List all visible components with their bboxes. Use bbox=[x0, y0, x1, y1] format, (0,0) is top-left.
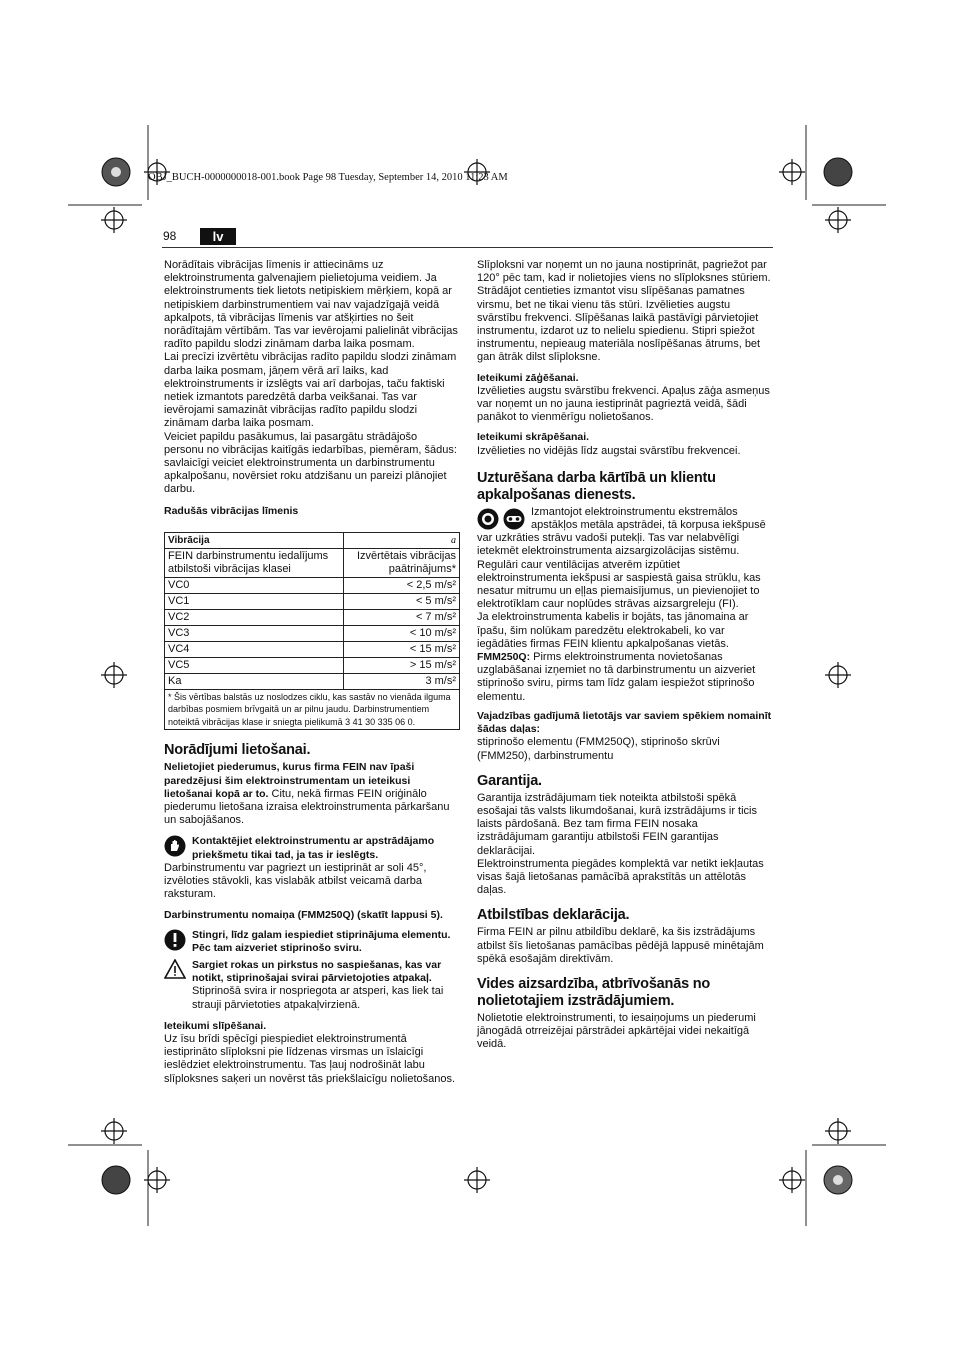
warning-exclamation bbox=[164, 929, 459, 955]
warning-exclamation-text: Stingri, līdz galam iespiediet stiprinājuma elementu. Pēc tam aizveriet stiprinošo sviru. bbox=[192, 928, 451, 954]
vibration-paragraph-1: Norādītais vibrācijas līmenis ir attiecināms uz elektroinstrumenta galvenajiem pielietojuma veidiem. Ja elektroinstruments tiek lietots netipiskiem mērķiem, kopā ar netipiskiem darbinstrumentiem vai nav vajadzīgajā veidā apkalpots, tā vibrācijas līmenis var atšķirties no šeit norādītajām vērtībām. Tas var ievērojami palielināt vibrācijas radīto papildu slodzi zināmam darba laika posmam. bbox=[164, 259, 458, 351]
fmm-label: FMM250Q: bbox=[477, 651, 531, 664]
warning-triangle-text: Sargiet rokas un pirkstus no saspiešanas, kas var notikt, stiprinošajai svirai pārvietojoties atpakaļ. bbox=[192, 959, 442, 985]
table-row bbox=[165, 593, 460, 609]
environment-paragraph: Nolietotie elektroinstrumenti, to iesaiņojums un piederumi jānogādā otrreizējai pārstrādei apkārtējai videi nekaitīgā veidā. bbox=[477, 1011, 756, 1051]
class-cell: VC5 bbox=[165, 657, 344, 673]
table-row bbox=[165, 657, 460, 673]
value-cell: > 15 m/s² bbox=[344, 657, 460, 673]
scraping-paragraph: Izvēlieties no vidējās līdz augstai svārstību frekvencei. bbox=[477, 444, 741, 457]
grinding-heading: Ieteikumi slīpēšanai. bbox=[164, 1019, 267, 1032]
service-heading: Uzturēšana darba kārtībā un klientu apkalpošanas dienests. bbox=[477, 469, 716, 503]
table-row bbox=[165, 625, 460, 641]
parts-heading: Vajadzības gadījumā lietotājs var saviem spēkiem nomainīt šādas daļas: bbox=[477, 709, 772, 736]
table-row bbox=[165, 577, 460, 593]
value-cell: < 15 m/s² bbox=[344, 641, 460, 657]
glove-icon bbox=[164, 835, 186, 857]
rotate-pad-paragraph: Slīploksni var noņemt un no jauna nostiprināt, pagriežot par 120° pēc tam, kad ir nolietojies viens no slīploksnes stūriem. bbox=[477, 259, 771, 285]
warranty-paragraph-1: Garantija izstrādājumam tiek noteikta atbilstoši spēkā esošajai tās valsts likumdošanai, kurā izstrādājums ir ticis laists pārdošanā. Bez tam firma FEIN nosaka izstrādājumam garantiju atbilstoši FEIN garantijas deklarācijai. bbox=[477, 791, 757, 857]
service-paragraph-2: Ja elektroinstrumenta kabelis ir bojāts, tas jānomaina ar īpašu, šim nolūkam paredzētu elektrokabeli, ko var iegādāties firmas FEIN klientu apkalpošanas vietās. bbox=[477, 611, 749, 650]
vibration-paragraph-3: Veiciet papildu pasākumus, lai pasargātu strādājošo personu no vibrācijas kaitīgās iedarbības, piemēram, šādus: savlaicīgi veiciet elektroinstrumenta un darbinstrumentu apkalpošanu, novērsiet roku atdzišanu un pareizi plānojiet darbu. bbox=[164, 430, 457, 496]
page-number: 98 bbox=[163, 229, 177, 243]
warning-glove bbox=[164, 835, 459, 861]
language-tab: lv bbox=[200, 228, 236, 245]
class-cell: VC4 bbox=[165, 641, 344, 657]
table-footnote: * Šis vērtības balstās uz noslodzes ciklu, kas sastāv no vienāda ilguma darbības posmiem brīvgaitā un ar pilnu jaudu. Darbinstrumentiem noteiktā vibrācijas klase ir sniegta pielikumā 3 41 30 335 06 0. bbox=[165, 689, 460, 730]
tool-change-heading: Darbinstrumentu nomaiņa (FMM250Q) (skatīt lappusi 5). bbox=[164, 909, 443, 922]
usage-bold: Nelietojiet piederumus, kurus firma FEIN nav īpaši paredzējusi šim elektroinstrumentam un ieteikusi lietošanai kopā ar to. bbox=[164, 761, 415, 800]
fmm-text: Pirms elektroinstrumenta novietošanas uzglabāšanai izņemiet no tā darbinstrumentu un aizveriet stiprinošo sviru, pirms tam līdz galam iespiežot stiprinošo elementu. bbox=[477, 651, 756, 703]
parts-paragraph: stiprinošo elementu (FMM250Q), stiprinošo skrūvi (FMM250), darbinstrumentu bbox=[477, 736, 720, 762]
table-header-a: a bbox=[344, 532, 460, 548]
declaration-paragraph: Firma FEIN ar pilnu atbildību deklarē, ka šis izstrādājums atbilst šīs lietošanas pamācības pēdējā lappusē minētajām spēkā esošajām direktīvām. bbox=[477, 926, 764, 965]
environment-heading: Vides aizsardzība, atbrīvošanās no nolietotajiem izstrādājumiem. bbox=[477, 975, 711, 1009]
warning-triangle bbox=[164, 959, 459, 985]
usage-paragraph bbox=[164, 761, 459, 827]
table-subheader-accel: Izvērtētais vibrācijas paātrinājums* bbox=[344, 548, 460, 577]
declaration-heading: Atbilstības deklarācija. bbox=[477, 907, 630, 924]
vibration-table bbox=[164, 532, 460, 731]
class-cell: Ka bbox=[165, 673, 344, 689]
usage-heading: Norādījumi lietošanai. bbox=[164, 742, 311, 759]
warranty-paragraph-2: Elektroinstrumenta piegādes komplektā var netikt iekļautas visas šajā lietošanas pamācībā aprakstītās un attēlotās daļas. bbox=[477, 857, 764, 897]
file-info-line: OBJ_BUCH-0000000018-001.book Page 98 Tuesday, September 14, 2010 11:23 AM bbox=[148, 172, 508, 183]
service-paragraph-1: Izmantojot elektroinstrumentu ekstremālos apstākļos metāla apstrādei, tā korpusa iekšpusē var uzkrāties strāvu vadoši putekļi. Tas var nelabvēlīgi ietekmēt elektroinstrumenta aizsargizolācijas sistēmu. Regulāri caur ventilācijas atverēm izpūtiet elektroinstrumenta iekšpusi ar saspiestā gaisa strūklu, kas nesatur mitrumu un eļļas piemaisījumus, un pievienojiet to elektrotīklam caur noplūdes strāvas aizsargreleju (FI). bbox=[477, 505, 766, 611]
service-block bbox=[477, 506, 772, 612]
rotate-paragraph: Darbinstrumentu var pagriezt un iestiprināt ar soli 45°, izvēloties stāvokli, kas vislabāk atbilst veicamā darba raksturam. bbox=[164, 861, 427, 901]
table-title: Radušās vibrācijas līmenis bbox=[164, 504, 299, 517]
value-cell: < 10 m/s² bbox=[344, 625, 460, 641]
grinding-paragraph: Uz īsu brīdi spēcīgi piespiediet elektroinstrumentā iestiprināto slīploksni pie līdzenas virsmas un īslaicīgi ieslēdziet elektroinstrumentu. Tas ļauj nodrošināt labu slīploksnes saķeri un novērst tās priekšlaicīgu nolietošanos. bbox=[164, 1033, 456, 1085]
table-header-vibration: Vibrācija bbox=[165, 532, 344, 548]
warning-glove-text: Kontaktējiet elektroinstrumentu ar apstrādājamo priekšmetu tikai tad, ja tas ir ieslēgts. bbox=[192, 835, 435, 861]
value-cell: < 2,5 m/s² bbox=[344, 577, 460, 593]
warning-triangle-icon bbox=[164, 959, 186, 979]
vibration-paragraph-2: Lai precīzi izvērtētu vibrācijas radīto papildu slodzi zināmam darba laika posmam, jāņem vērā arī laiks, kad elektroinstruments ir izslēgts vai arī darbojas, taču faktiski netiek izmantots paredzētā darba veikšanai. Tas var ievērojami samazināt vibrācijas radīto papildu slodzi zināmam darba laika posmam. bbox=[164, 351, 457, 430]
class-cell: VC1 bbox=[165, 593, 344, 609]
class-cell: VC3 bbox=[165, 625, 344, 641]
fmm-paragraph bbox=[477, 651, 772, 704]
service-icons bbox=[477, 508, 525, 530]
table-row bbox=[165, 609, 460, 625]
warranty-heading: Garantija. bbox=[477, 772, 542, 789]
sawing-heading: Ieteikumi zāģēšanai. bbox=[477, 371, 579, 384]
pad-surface-paragraph: Strādājot centieties izmantot visu slīpēšanas pamatnes virsmu, bet ne tikai vienu tās stūri. Izvēlieties augstu svārstību frekvenci. Slīpēšanas laikā pastāvīgi pārvietojiet instrumentu, izdarot uz to nelielu spiedienu. Stipri spiežot instrumentu, nepieaug materiāla noslīpēšanas ātrums, bet gan ātrāk dilst slīploksne. bbox=[477, 285, 761, 364]
table-row bbox=[165, 673, 460, 689]
scraping-heading: Ieteikumi skrāpēšanai. bbox=[477, 431, 590, 444]
left-column bbox=[164, 259, 459, 1086]
header-rule bbox=[162, 247, 773, 248]
sawing-paragraph: Izvēlieties augstu svārstību frekvenci. Apaļus zāģa asmeņus var noņemt un no jauna iestiprināt pagrieztā veidā, šādi panākot to vienmērīgu nolietošanos. bbox=[477, 384, 770, 424]
right-column bbox=[477, 259, 772, 1052]
class-cell: VC0 bbox=[165, 577, 344, 593]
class-cell: VC2 bbox=[165, 609, 344, 625]
exclamation-icon bbox=[164, 929, 186, 951]
value-cell: < 5 m/s² bbox=[344, 593, 460, 609]
table-subheader-class: FEIN darbinstrumentu iedalījums atbilstoši vibrācijas klasei bbox=[165, 548, 344, 577]
goggles-icon bbox=[503, 508, 525, 530]
value-cell: 3 m/s² bbox=[344, 673, 460, 689]
usage-rest: Citu, nekā firmas FEIN oriģinālo piederumu lietošana izraisa elektroinstrumenta pārkaršanu un sabojāšanos. bbox=[164, 787, 450, 827]
spring-paragraph: Stiprinošā svira ir nospriegota ar atsperi, kas liek tai strauji pārvietoties atpakaļvirzienā. bbox=[192, 985, 444, 1011]
value-cell: < 7 m/s² bbox=[344, 609, 460, 625]
goggles-icon bbox=[477, 508, 499, 530]
table-row bbox=[165, 641, 460, 657]
